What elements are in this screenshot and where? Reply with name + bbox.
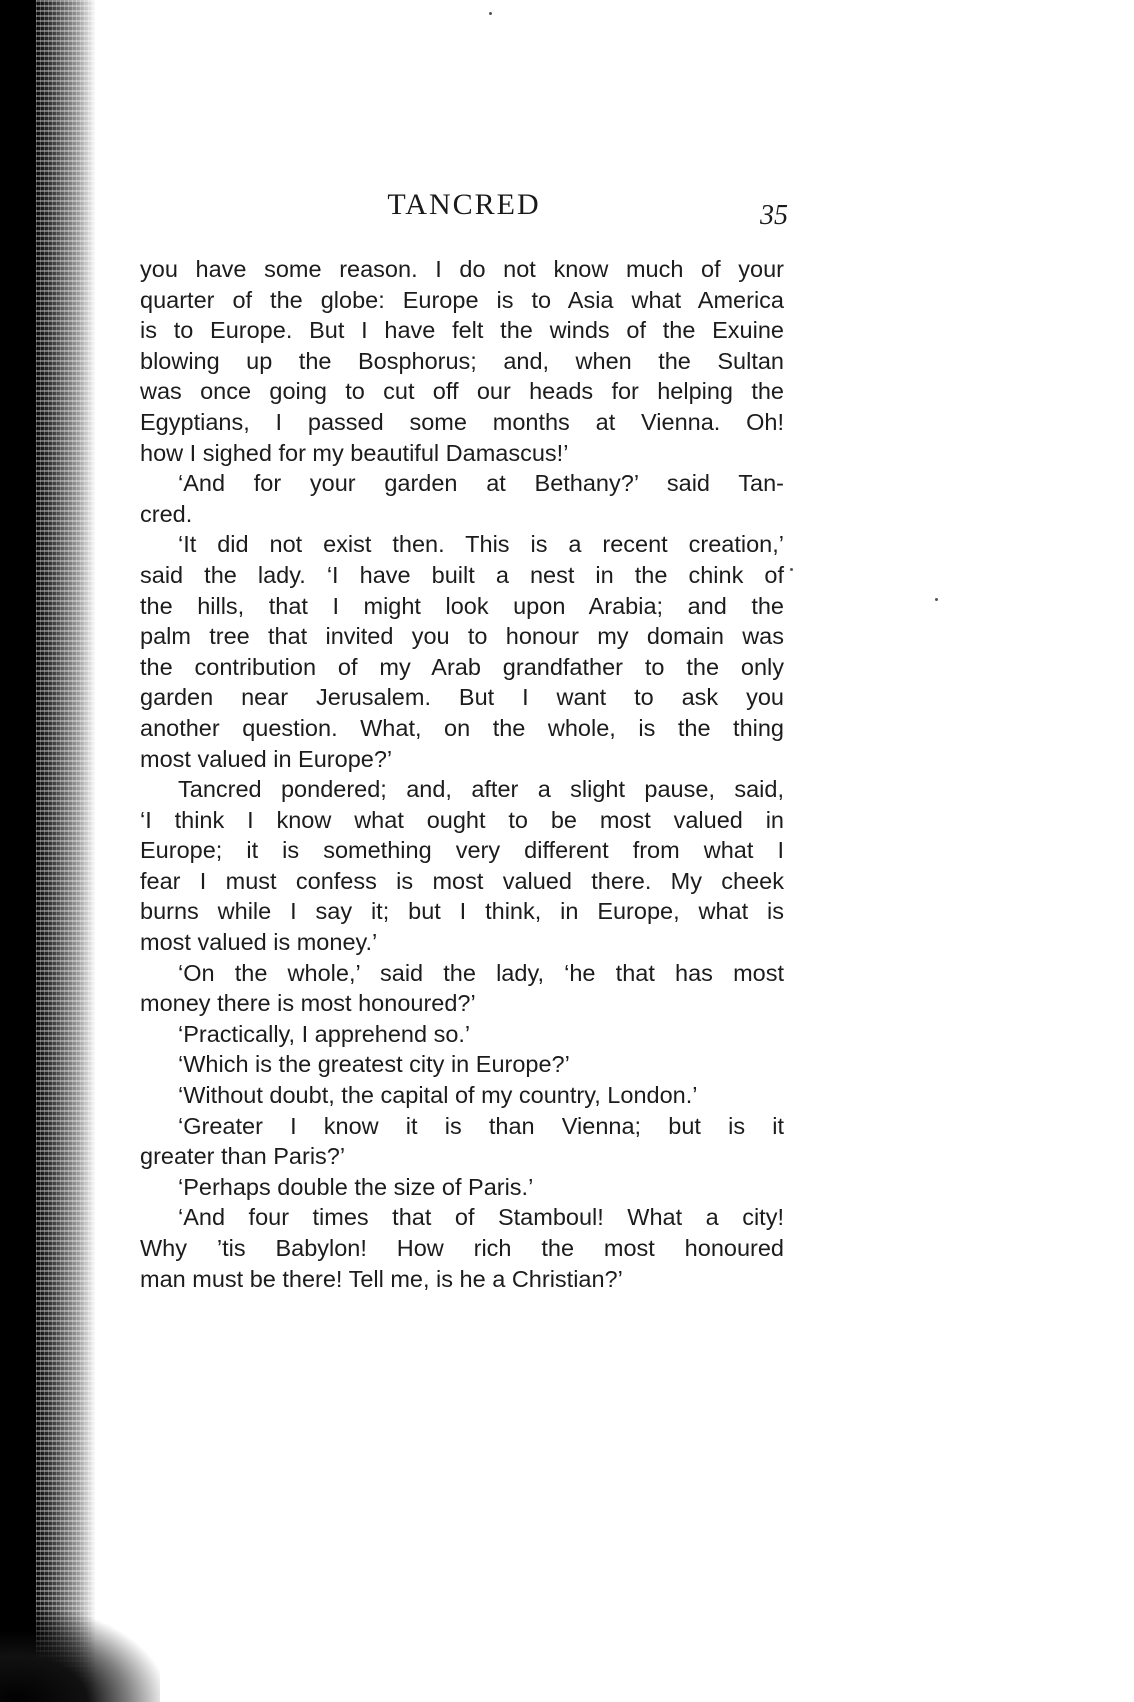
text-line: cred. [140, 500, 193, 527]
text-line: was once going to cut off our heads for helping the [140, 378, 784, 405]
text-line: Tancred pondered; and, after a slight pause, said, [178, 776, 784, 803]
page-binding-shadow [0, 0, 95, 1702]
binding-dark-edge [0, 0, 36, 1702]
text-line: ‘Practically, I apprehend so.’ [178, 1020, 471, 1047]
dust-speck [489, 12, 492, 15]
text-line: ‘Perhaps double the size of Paris.’ [178, 1173, 534, 1200]
page-number: 35 [760, 200, 788, 231]
text-line: money there is most honoured?’ [140, 990, 476, 1017]
text-line: blowing up the Bosphorus; and, when the Sultan [140, 347, 784, 374]
text-line: the hills, that I might look upon Arabia; and the [140, 592, 784, 619]
text-line: palm tree that invited you to honour my domain was [140, 623, 784, 650]
text-line: is to Europe. But I have felt the winds of the Exuine [140, 317, 784, 344]
text-line: ‘On the whole,’ said the lady, ‘he that has most [178, 959, 784, 986]
binding-texture [36, 0, 95, 1702]
text-line: garden near Jerusalem. But I want to ask you [140, 684, 784, 711]
text-line: man must be there! Tell me, is he a Christian?’ [140, 1265, 623, 1292]
text-line: said the lady. ‘I have built a nest in the chink of [140, 561, 784, 588]
text-line: ‘Without doubt, the capital of my country, London.’ [178, 1082, 698, 1109]
text-line: ‘Greater I know it is than Vienna; but is it [178, 1112, 784, 1139]
text-line: ‘And four times that of Stamboul! What a city! [178, 1204, 784, 1231]
text-line: ‘I think I know what ought to be most valued in [140, 806, 784, 833]
running-title: TANCRED [387, 188, 541, 221]
text-line: another question. What, on the whole, is the thing [140, 714, 784, 741]
text-line: Europe; it is something very different from what I [140, 837, 784, 864]
text-line: most valued in Europe?’ [140, 745, 393, 772]
text-line: ‘It did not exist then. This is a recent creation,’ [178, 531, 784, 558]
text-line: ‘Which is the greatest city in Europe?’ [178, 1051, 570, 1078]
text-line: the contribution of my Arab grandfather to the only [140, 653, 784, 680]
dust-speck [935, 598, 938, 601]
text-line: ‘And for your garden at Bethany?’ said Tan- [178, 470, 784, 497]
dust-speck [790, 568, 793, 571]
text-line: Why ’tis Babylon! How rich the most honoured [140, 1235, 784, 1261]
binding-corner-shadow [0, 1610, 160, 1702]
text-line: burns while I say it; but I think, in Europe, what is [140, 898, 784, 925]
text-line: Egyptians, I passed some months at Vienna. Oh! [140, 408, 784, 435]
text-line: you have some reason. I do not know much of your [140, 256, 784, 282]
page-text-body [140, 254, 784, 1294]
text-line: how I sighed for my beautiful Damascus!’ [140, 439, 569, 466]
text-line: greater than Paris?’ [140, 1143, 346, 1170]
text-line: fear I must confess is most valued there. My cheek [140, 867, 784, 894]
text-line: quarter of the globe: Europe is to Asia what America [140, 286, 784, 313]
text-line: most valued is money.’ [140, 929, 378, 956]
page-header [140, 188, 788, 232]
